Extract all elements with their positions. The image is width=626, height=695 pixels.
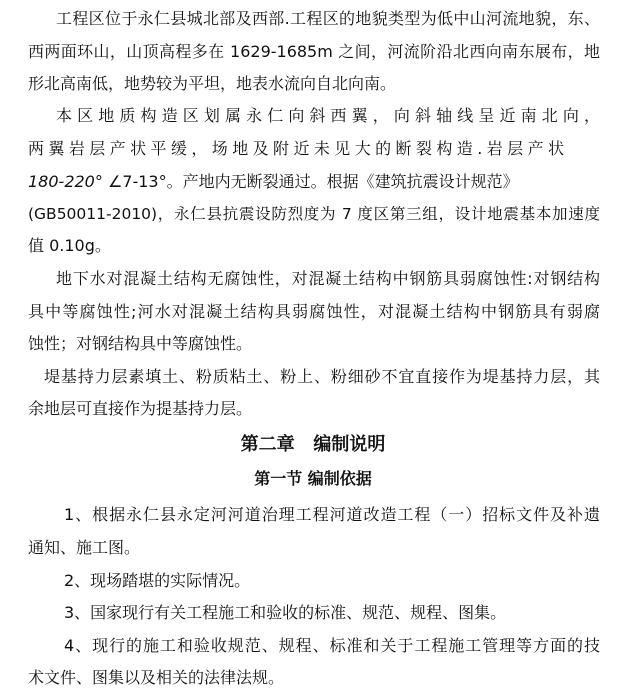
basis-item-4-line-1: 4、现行的施工和验收规范、规程、标准和关于工程施工管理等方面的技 <box>64 636 600 655</box>
paragraph-2-line-3 <box>28 172 519 192</box>
paragraph-2-line-5: 值 0.10g。 <box>28 236 111 255</box>
paragraph-2-line-2: 两翼岩层产状平缓，场地及附近未见大的断裂构造.岩层产状 <box>28 139 564 158</box>
basis-item-2: 2、现场踏堪的实际情况。 <box>64 571 251 590</box>
dip-and-code-reference: ∠7-13°。产地内无断裂通过。根据《建筑抗震设计规范》 <box>107 172 519 191</box>
paragraph-4-line-1: 堤基持力层素填土、粉质粘土、粉上、粉细砂不宜直接作为堤基持力层，其 <box>44 367 600 386</box>
paragraph-2-line-1: 本区地质构造区划属永仁向斜西翼，向斜轴线呈近南北向， <box>56 106 600 125</box>
basis-item-1-line-2: 通知、施工图。 <box>28 538 141 557</box>
chapter-title: 第二章 编制说明 <box>240 434 386 455</box>
basis-item-3: 3、国家现行有关工程施工和验收的标准、规范、规程、图集。 <box>64 603 507 622</box>
basis-item-1-line-1: 1、根据永仁县永定河河道治理工程河道改造工程（一）招标文件及补遗 <box>64 505 600 524</box>
paragraph-3-line-1: 地下水对混凝土结构无腐蚀性，对混凝土结构中钢筋具弱腐蚀性:对钢结构 <box>56 269 600 288</box>
section-title: 第一节 编制依据 <box>254 469 372 488</box>
paragraph-1-line-1: 工程区位于永仁县城北部及西部.工程区的地貌类型为低中山河流地貌，东、 <box>56 9 600 28</box>
paragraph-2-line-4: (GB50011-2010)，永仁县抗震设防烈度为 7 度区第三组，设计地震基本加速度 <box>28 205 600 223</box>
basis-item-4-line-2: 术文件、图集以及相关的法律法规。 <box>28 668 285 687</box>
paragraph-4-line-2: 余地层可直接作为提基持力层。 <box>28 399 253 418</box>
paragraph-1-line-2: 西两面环山，山顶高程多在 1629-1685m 之间，河流阶沿北西向南东展布，地 <box>28 42 600 61</box>
paragraph-3-line-2: 具中等腐蚀性;河水对混凝土结构具弱腐蚀性，对混凝土结构中钢筋具有弱腐 <box>28 302 600 321</box>
strike-angle-range: 180-220° <box>28 172 103 191</box>
paragraph-1-line-3: 形北高南低，地势较为平坦，地表水流向自北向南。 <box>28 74 397 93</box>
paragraph-3-line-3: 蚀性；对钢结构具中等腐蚀性。 <box>28 334 253 353</box>
